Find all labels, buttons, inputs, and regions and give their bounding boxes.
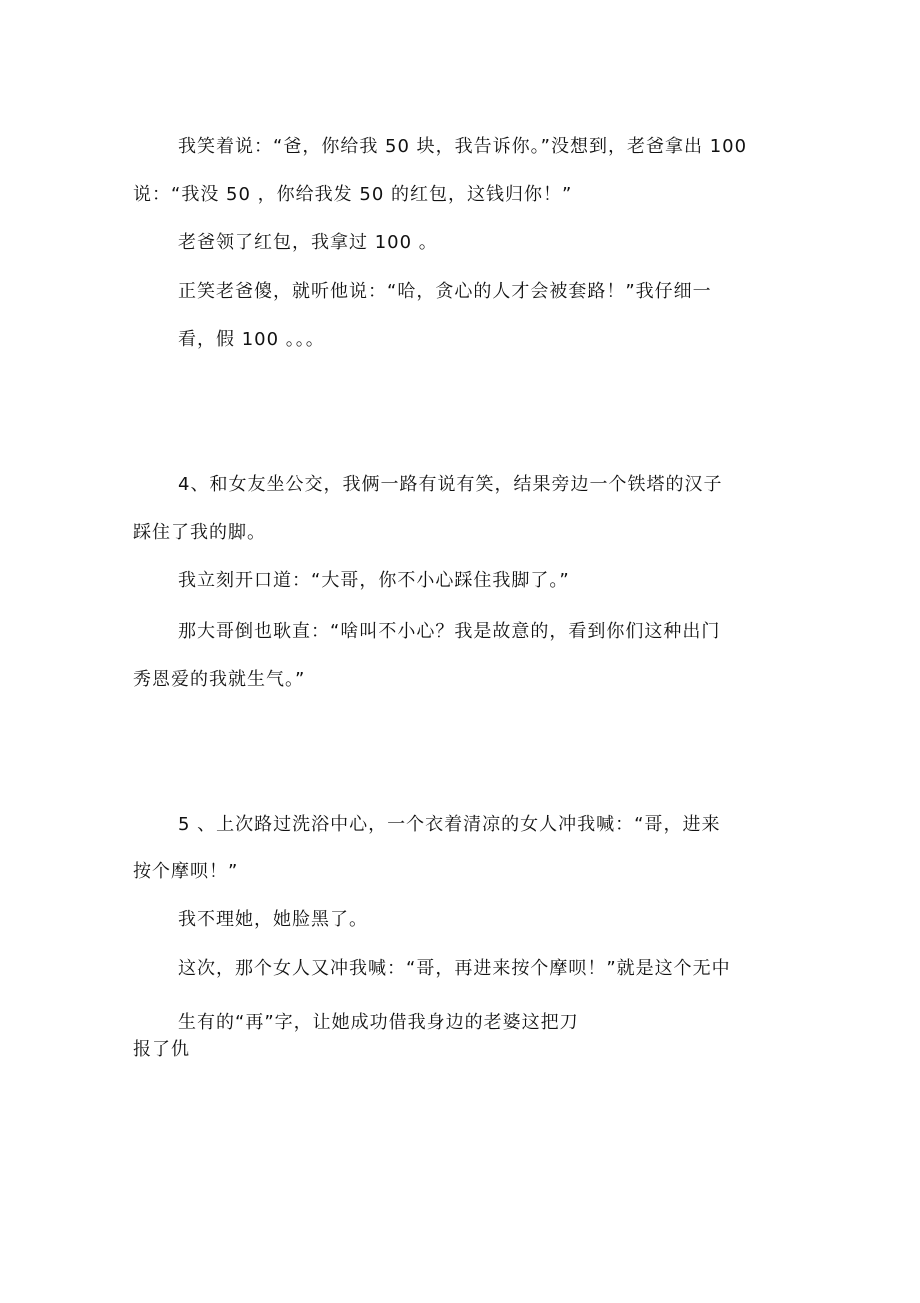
text-line: 生有的“再”字，让她成功借我身边的老婆这把刀 <box>178 1012 579 1033</box>
text-line: 按个摩呗！” <box>133 861 239 882</box>
text-line: 踩住了我的脚。 <box>133 522 266 543</box>
text-line: 说：“我没 50 ，你给我发 50 的红包，这钱归你！” <box>133 184 573 205</box>
text-line: 老爸领了红包，我拿过 100 。 <box>178 232 438 253</box>
text-line: 报了仇 <box>133 1039 190 1060</box>
text-line: 秀恩爱的我就生气。” <box>133 669 306 690</box>
text-line: 我立刻开口道：“大哥，你不小心踩住我脚了。” <box>178 570 570 591</box>
text-line: 看，假 100 。。。 <box>178 329 325 350</box>
text-line: 那大哥倒也耿直：“啥叫不小心？我是故意的，看到你们这种出门 <box>178 621 721 642</box>
text-line: 这次，那个女人又冲我喊：“哥，再进来按个摩呗！”就是这个无中 <box>178 958 731 979</box>
text-line: 5 、上次路过洗浴中心，一个衣着清凉的女人冲我喊：“哥，进来 <box>178 814 721 835</box>
text-line: 我不理她，她脸黑了。 <box>178 909 368 930</box>
text-line: 4、和女友坐公交，我俩一路有说有笑，结果旁边一个铁塔的汉子 <box>178 474 723 495</box>
text-line: 正笑老爸傻，就听他说：“哈，贪心的人才会被套路！”我仔细一 <box>178 281 712 302</box>
text-line: 我笑着说：“爸，你给我 50 块，我告诉你。”没想到，老爸拿出 100 <box>178 136 748 157</box>
